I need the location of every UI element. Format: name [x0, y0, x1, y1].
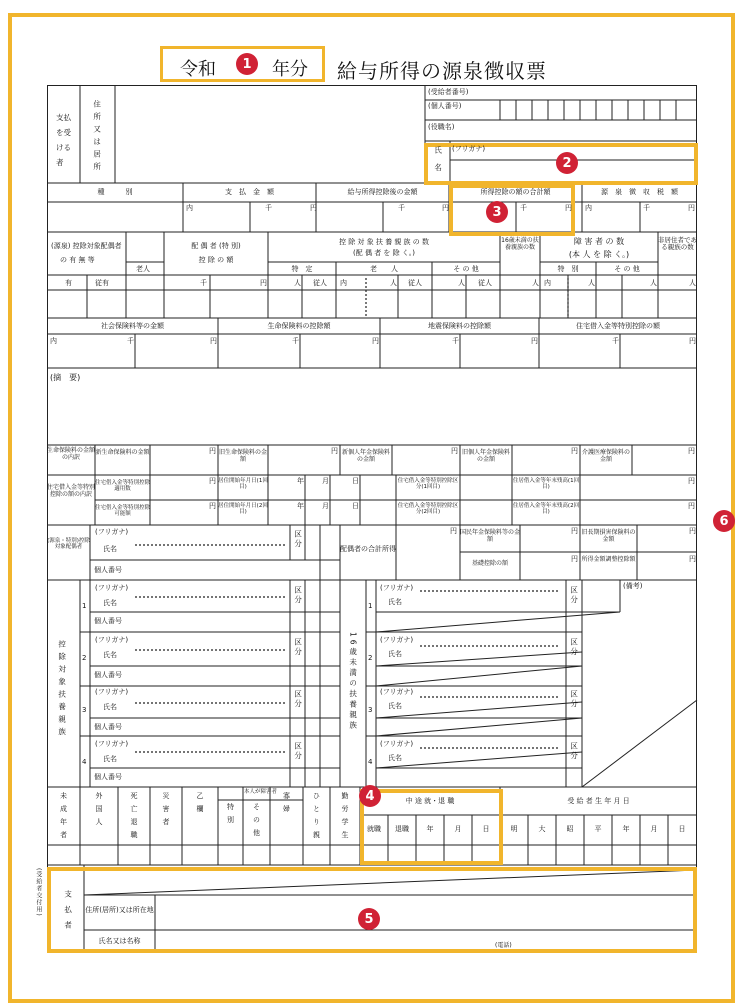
form-title: 給与所得の源泉徴収票	[337, 59, 547, 83]
sen-mark: 千	[398, 204, 405, 212]
sen-mark: 千	[127, 337, 134, 345]
position-label: (役職名)	[428, 123, 455, 131]
sen-mark: 千	[612, 337, 619, 345]
row-number: 1	[82, 602, 87, 610]
payer-address-label: 住所(居所)又は所在地	[85, 906, 154, 914]
status-column-label: 災害者	[162, 792, 171, 831]
row-number: 4	[82, 758, 87, 766]
birthday-column-label: 大	[538, 825, 546, 833]
nin-mark: 人	[532, 279, 539, 287]
name-label: 氏名	[103, 755, 117, 763]
en-mark: 円	[571, 555, 578, 563]
kubun-label: 区分	[293, 638, 303, 657]
reiwa-label: 令和	[180, 59, 216, 80]
pension-label: 国民年金保険料等の金額	[460, 529, 521, 543]
uchi-mark: 内	[544, 279, 551, 287]
hi-mark: 日	[352, 502, 359, 510]
balance1-label: 住居借入金等年末残高(1回目)	[512, 478, 580, 491]
new-life-label: 新生命保険料の金額	[95, 449, 150, 456]
en-mark: 円	[565, 204, 572, 212]
furigana-label: (フリガナ)	[452, 145, 486, 153]
row-number: 2	[368, 654, 373, 662]
disabled-self-label: 本人が障害者	[243, 789, 277, 795]
sen-mark: 千	[200, 279, 207, 287]
sen-mark: 千	[265, 204, 272, 212]
start2-label: 居住開始年月日(2回目)	[218, 503, 268, 516]
furigana-label: (フリガナ)	[95, 688, 129, 696]
balance2-label: 住居借入金等年末残高(2回目)	[512, 503, 580, 516]
payment-label: 支 払 金 額	[225, 188, 274, 196]
roujin2-label: 老 人	[370, 265, 398, 273]
row-number: 3	[82, 706, 87, 714]
en-mark: 円	[372, 337, 379, 345]
birthday-column-label: 年	[622, 825, 630, 833]
midyear-label: 中 途 就・退 職	[405, 797, 455, 805]
number-label: 個人番号	[94, 773, 122, 781]
jyunin-mark: 従人	[408, 279, 422, 287]
earthquake-label: 地震保険料の控除額	[428, 322, 491, 330]
basic-label: 基礎控除の額	[471, 560, 508, 567]
status-column-label: ひとり親	[312, 792, 321, 844]
social-label: 社会保険料等の金額	[101, 322, 164, 330]
name-label: 氏名	[388, 650, 402, 658]
disabled-label-1: 障 害 者 の 数	[573, 237, 625, 246]
nonresident-label: 非居住者である親族の数	[658, 236, 697, 252]
sonota2-label: そ の 他	[614, 265, 640, 273]
tokubetsu-label: 特 別	[557, 265, 579, 273]
number-label: 個人番号	[94, 671, 122, 679]
payer-name-label: 氏名又は名称	[98, 937, 141, 945]
en-mark: 円	[209, 502, 216, 510]
housing-breakdown-label: 住宅借入金等特別控除の額の内訳	[47, 484, 96, 498]
en-mark: 円	[442, 204, 449, 212]
en-mark: 円	[688, 447, 695, 455]
old-life-label: 旧生命保険料の金額	[218, 449, 267, 463]
dependents-label: 控除対象扶養親族	[57, 640, 67, 740]
uchi-mark: 内	[186, 204, 193, 212]
spouse-label-1: (源泉) 控除対象配偶者	[51, 242, 122, 250]
under16-label: 16歳未満の扶養親族の数	[501, 237, 539, 251]
status-column-label: 勤労学生	[341, 792, 350, 844]
old-long-label: 旧長期損害保険料の金額	[581, 529, 636, 543]
name-label: 氏名	[433, 146, 443, 181]
nin-mark: 人	[588, 279, 595, 287]
midyear-column-label: 就職	[367, 825, 381, 833]
row-number: 1	[368, 602, 373, 610]
sen-mark: 千	[520, 204, 527, 212]
applicable-label: 住宅借入金等特別控除適用数	[95, 480, 151, 493]
sonota-label: そ の 他	[453, 265, 479, 273]
life-breakdown-label: 生命保険料の金額の内訳	[47, 447, 96, 461]
en-mark: 円	[571, 527, 578, 535]
tax-label: 源 泉 徴 収 税 額	[601, 188, 678, 196]
shubetsu-label: 種 別	[97, 188, 133, 196]
en-mark: 円	[689, 337, 696, 345]
en-mark: 円	[571, 447, 578, 455]
ari-label: 有	[65, 279, 72, 287]
en-mark: 円	[451, 447, 458, 455]
uchi-mark: 内	[50, 337, 57, 345]
name-label: 氏名	[103, 599, 117, 607]
phone-label: (電話)	[495, 942, 512, 949]
kubun-label: 区分	[293, 586, 303, 605]
jyunin-mark: 従人	[313, 279, 327, 287]
en-mark: 円	[209, 477, 216, 485]
uchi-mark: 内	[585, 204, 592, 212]
furigana-label: (フリガナ)	[95, 584, 129, 592]
en-mark: 円	[210, 337, 217, 345]
uchi-mark: 内	[340, 279, 347, 287]
after-deduction-label: 給与所得控除後の金額	[347, 188, 418, 196]
row-number: 4	[368, 758, 373, 766]
birthday-column-label: 平	[594, 825, 602, 833]
number-label: 個人番号	[94, 566, 122, 574]
dependents-label-1: 控 除 対 象 扶 養 親 族 の 数	[338, 238, 430, 246]
name-label: 氏名	[103, 703, 117, 711]
spouse-income-label: 配偶者の合計所得	[340, 545, 396, 553]
nin-mark: 人	[689, 279, 696, 287]
status-column-label: 乙欄	[196, 792, 205, 818]
birthday-label: 受 給 者 生 年 月 日	[567, 797, 630, 805]
birthday-column-label: 日	[678, 825, 686, 833]
special-label-1: 配 偶 者 (特 別)	[191, 242, 241, 250]
furigana-label: (フリガナ)	[380, 740, 414, 748]
side-label: (受給者交付用)	[34, 868, 42, 917]
spouse-detail-label: (源泉・特別)控除対象配偶者	[47, 538, 90, 551]
name-label: 氏名	[388, 754, 402, 762]
recipient-label: 支払を受ける者	[56, 113, 71, 167]
spouse-label-2: の 有 無 等	[60, 256, 95, 264]
tsuki-mark: 月	[322, 477, 329, 485]
furigana-label: (フリガナ)	[380, 584, 414, 592]
kubun-label: 区分	[569, 742, 579, 761]
en-mark: 円	[688, 204, 695, 212]
under16-vertical-label: 16歳未満の扶養親族	[348, 632, 358, 732]
en-mark: 円	[689, 555, 696, 563]
kubun-label: 区分	[569, 638, 579, 657]
nen-mark: 年	[297, 477, 304, 485]
sen-mark: 千	[452, 337, 459, 345]
name-label: 氏名	[388, 702, 402, 710]
furigana-label: (フリガナ)	[380, 688, 414, 696]
en-mark: 円	[689, 527, 696, 535]
old-pension-label: 旧個人年金保険料の金額	[461, 449, 510, 463]
roujin-label: 老人	[136, 265, 150, 273]
address-label: 住所又は居所	[92, 100, 102, 175]
new-pension-label: 新個人年金保険料の金額	[341, 449, 390, 463]
kubun1-label: 住宅借入金等特別控除区分(1回目)	[397, 478, 459, 491]
birthday-column-label: 月	[650, 825, 658, 833]
payer-label: 支払者	[63, 890, 73, 937]
furigana-label: (フリガナ)	[95, 636, 129, 644]
furigana-label: (フリガナ)	[95, 528, 129, 536]
nenbun-label: 年分	[272, 59, 308, 80]
bikou-label: (備考)	[623, 582, 643, 590]
tekiyou-label: (摘 要)	[50, 373, 81, 382]
midyear-column-label: 月	[454, 825, 462, 833]
birthday-column-label: 昭	[566, 825, 574, 833]
nen-mark: 年	[297, 502, 304, 510]
my-number-label: (個人番号)	[428, 102, 462, 110]
birthday-column-label: 明	[510, 825, 518, 833]
tokutei-label: 特 定	[291, 265, 313, 273]
dependents-label-2: (配 偶 者 を 除 く。)	[353, 249, 415, 257]
disabled-label-2: (本 人 を 除 く。)	[568, 250, 630, 259]
badge-5: 5	[358, 908, 380, 930]
kubun-label: 区分	[569, 586, 579, 605]
housing-label: 住宅借入金等特別控除の額	[576, 322, 660, 330]
furigana-label: (フリガナ)	[380, 636, 414, 644]
row-number: 3	[368, 706, 373, 714]
number-label: 個人番号	[94, 723, 122, 731]
adjust-label: 所得金額調整控除額	[581, 556, 636, 563]
nin-mark: 人	[650, 279, 657, 287]
care-label: 介護医療保険料の金額	[581, 449, 630, 463]
kubun-label: 区分	[293, 690, 303, 709]
kubun-label: 区分	[569, 690, 579, 709]
status-column-label: 特別	[226, 803, 235, 829]
en-mark: 円	[450, 527, 457, 535]
status-column-label: 外国人	[95, 792, 104, 831]
possible-label: 住宅借入金等特別控除可能額	[95, 505, 151, 518]
midyear-column-label: 日	[482, 825, 490, 833]
badge-3: 3	[486, 201, 508, 223]
status-column-label: 死亡退職	[130, 792, 139, 844]
status-column-label: その他	[252, 803, 261, 842]
name-label: 氏名	[103, 545, 117, 553]
tsuki-mark: 月	[322, 502, 329, 510]
en-mark: 円	[331, 447, 338, 455]
recipient-number-label: (受給者番号)	[428, 88, 469, 96]
name-label: 氏名	[103, 651, 117, 659]
badge-1: 1	[236, 53, 258, 75]
nin-mark: 人	[294, 279, 301, 287]
number-label: 個人番号	[94, 617, 122, 625]
kubun-label: 区分	[293, 530, 303, 549]
en-mark: 円	[310, 204, 317, 212]
furigana-label: (フリガナ)	[95, 740, 129, 748]
sen-mark: 千	[643, 204, 650, 212]
kubun2-label: 住宅借入金等特別控除区分(2回目)	[397, 503, 459, 516]
en-mark: 円	[688, 502, 695, 510]
jyu-label: 従有	[95, 279, 109, 287]
en-mark: 円	[209, 447, 216, 455]
status-column-label: 未成年者	[59, 792, 68, 844]
badge-2: 2	[556, 152, 578, 174]
special-label-2: 控 除 の 額	[198, 256, 234, 264]
nin-mark: 人	[458, 279, 465, 287]
status-column-label: 寡婦	[282, 792, 291, 818]
hi-mark: 日	[352, 477, 359, 485]
deduction-total-label: 所得控除の額の合計額	[480, 188, 551, 196]
midyear-column-label: 年	[426, 825, 434, 833]
start1-label: 居住開始年月日(1回目)	[218, 478, 268, 491]
row-number: 2	[82, 654, 87, 662]
badge-4: 4	[359, 785, 381, 807]
kubun-label: 区分	[293, 742, 303, 761]
nin-mark: 人	[390, 279, 397, 287]
badge-6: 6	[713, 510, 735, 532]
en-mark: 円	[688, 477, 695, 485]
midyear-column-label: 退職	[395, 825, 409, 833]
sen-mark: 千	[292, 337, 299, 345]
name-label: 氏名	[388, 598, 402, 606]
en-mark: 円	[531, 337, 538, 345]
en-mark: 円	[260, 279, 267, 287]
life-label: 生命保険料の控除額	[267, 322, 331, 330]
jyunin-mark: 従人	[478, 279, 492, 287]
